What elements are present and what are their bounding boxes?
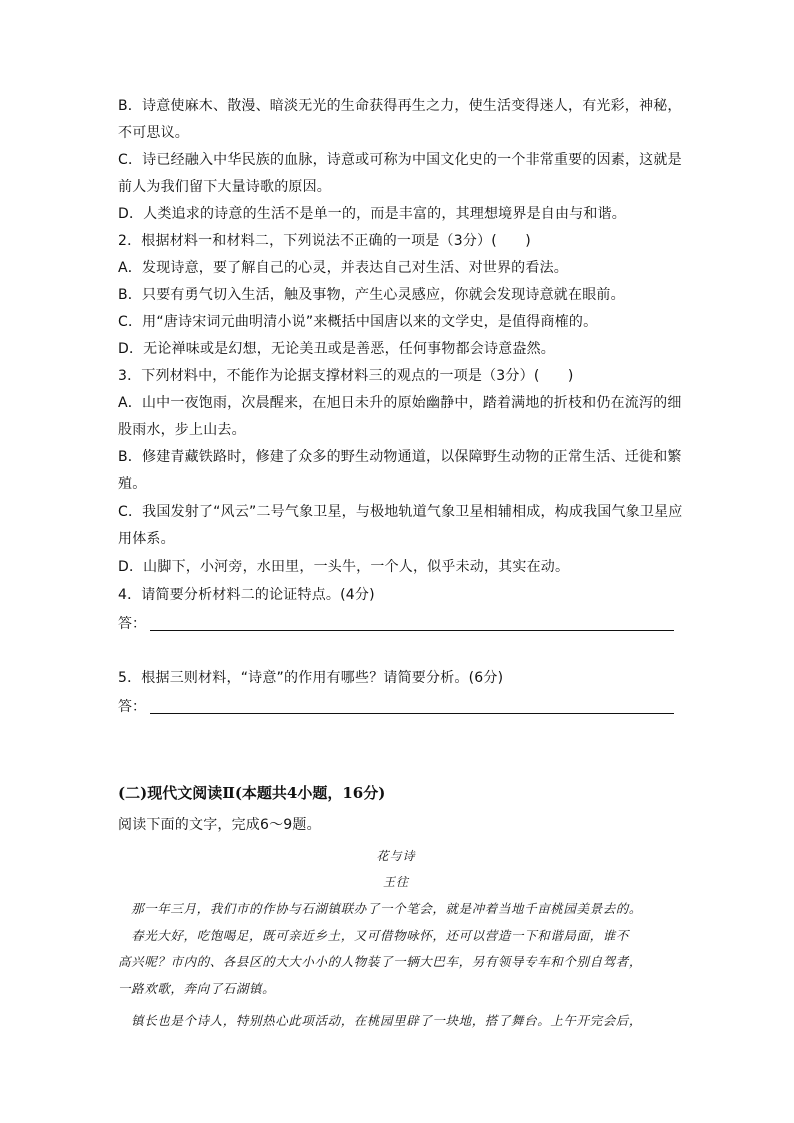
- story-paragraph-2-line1: 春光大好，吃饱喝足，既可亲近乡土，又可借物咏怀，还可以营造一下和谐局面，谁不: [118, 928, 629, 943]
- q3-stem: 3．下列材料中，不能作为论据支撑材料三的观点的一项是（3分）( ): [118, 368, 574, 384]
- q3-option-b-line2: 殖。: [118, 476, 147, 492]
- q1-option-d: D．人类追求的诗意的生活不是单一的，而是丰富的，其理想境界是自由与和谐。: [118, 206, 626, 222]
- section-title: (二)现代文阅读Ⅱ(本题共4小题，16分): [118, 784, 386, 802]
- q1-option-b-line2: 不可思议。: [118, 125, 189, 141]
- q1-option-c-line2: 前人为我们留下大量诗歌的原因。: [118, 179, 331, 195]
- q4-answer-line[interactable]: [150, 612, 674, 631]
- q3-option-a-line1: A．山中一夜饱雨，次晨醒来，在旭日未升的原始幽静中，踏着满地的折枝和仍在流泻的细: [118, 395, 682, 411]
- q3-option-c-line1: C．我国发射了“风云”二号气象卫星，与极地轨道气象卫星相辅相成，构成我国气象卫星应: [118, 504, 683, 520]
- q4-answer-label: 答：: [118, 616, 146, 632]
- q5-answer-row: [118, 697, 674, 717]
- q3-option-b-line1: B．修建青藏铁路时，修建了众多的野生动物通道，以保障野生动物的正常生活、迁徙和繁: [118, 449, 682, 465]
- section-instruction: 阅读下面的文字，完成6～9题。: [118, 817, 321, 833]
- q5-stem: 5．根据三则材料，“诗意”的作用有哪些？请简要分析。(6分): [118, 670, 504, 686]
- q2-option-c: C．用“唐诗宋词元曲明清小说”来概括中国唐以来的文学史，是值得商榷的。: [118, 314, 598, 330]
- story-paragraph-2-line3: 一路欢歌，奔向了石湖镇。: [118, 981, 276, 996]
- q4-answer-row: [118, 614, 674, 634]
- q5-answer-line[interactable]: [150, 695, 674, 714]
- q2-option-a: A．发现诗意，要了解自己的心灵，并表达自己对生活、对世界的看法。: [118, 260, 568, 276]
- story-author: 王往: [382, 875, 409, 889]
- q3-option-d: D．山脚下，小河旁，水田里，一头牛，一个人，似乎未动，其实在动。: [118, 559, 570, 575]
- story-paragraph-3: 镇长也是个诗人，特别热心此项活动，在桃园里辟了一块地，搭了舞台。上午开完会后，: [118, 1013, 643, 1028]
- q5-answer-label: 答：: [118, 699, 146, 715]
- story-paragraph-1: 那一年三月，我们市的作协与石湖镇联办了一个笔会，就是冲着当地千亩桃园美景去的。: [118, 901, 643, 916]
- q3-option-a-line2: 股雨水，步上山去。: [118, 422, 246, 438]
- q2-option-b: B．只要有勇气切入生活，触及事物，产生心灵感应，你就会发现诗意就在眼前。: [118, 287, 625, 303]
- story-title: 花与诗: [376, 849, 416, 863]
- q1-option-c-line1: C．诗已经融入中华民族的血脉，诗意或可称为中国文化史的一个非常重要的因素，这就是: [118, 152, 682, 168]
- q1-option-b-line1: B．诗意使麻木、散漫、暗淡无光的生命获得再生之力，使生活变得迷人，有光彩，神秘，: [118, 98, 682, 114]
- q4-stem: 4．请简要分析材料二的论证特点。(4分): [118, 587, 375, 603]
- q3-option-c-line2: 用体系。: [118, 531, 175, 547]
- q2-stem: 2．根据材料一和材料二，下列说法不正确的一项是（3分）( ): [118, 233, 531, 249]
- story-paragraph-2-line2: 高兴呢？市内的、各县区的大大小小的人物装了一辆大巴车，另有领导专车和个别自驾者，: [118, 954, 643, 969]
- q2-option-d: D．无论禅味或是幻想，无论美丑或是善恶，任何事物都会诗意盎然。: [118, 341, 555, 357]
